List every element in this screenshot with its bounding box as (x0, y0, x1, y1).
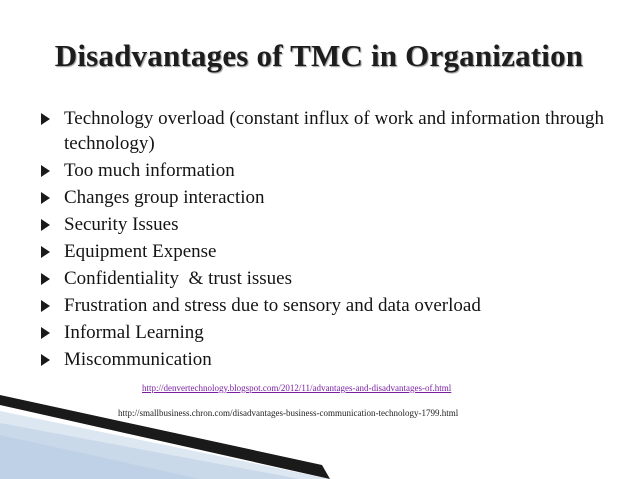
bullet-text: Security Issues (64, 214, 179, 235)
decorative-swoosh (0, 395, 330, 479)
bullet-text: Miscommunication (64, 349, 212, 370)
bullet-item (40, 239, 630, 264)
triangle-right-icon (41, 354, 50, 366)
bullet-item (40, 185, 630, 210)
bullet-text: Equipment Expense (64, 241, 217, 262)
triangle-right-icon (41, 192, 50, 204)
bullet-item (40, 212, 630, 237)
bullet-item (40, 293, 630, 318)
bullet-text: Changes group interaction (64, 187, 265, 208)
bullet-text: Too much information (64, 160, 235, 181)
bullet-text: Frustration and stress due to sensory and data overload (64, 295, 481, 316)
bullet-item (40, 320, 630, 345)
triangle-right-icon (41, 113, 50, 125)
triangle-right-icon (41, 327, 50, 339)
bullet-item (40, 347, 630, 372)
bullet-item (40, 106, 630, 156)
triangle-right-icon (41, 273, 50, 285)
triangle-right-icon (41, 165, 50, 177)
bullet-list (40, 106, 630, 374)
bullet-text: Technology overload (constant influx of work and information through technology) (64, 108, 605, 154)
triangle-right-icon (41, 219, 50, 231)
bullet-item (40, 158, 630, 183)
bullet-text: Confidentiality & trust issues (64, 268, 292, 289)
bullet-item (40, 266, 630, 291)
bullet-text: Informal Learning (64, 322, 204, 343)
slide-title: Disadvantages of TMC in Organization (54, 38, 584, 73)
reference-text: http://smallbusiness.chron.com/disadvantages-business-communication-technology-1799.html (118, 408, 459, 418)
triangle-right-icon (41, 300, 50, 312)
reference-link[interactable]: http://denvertechnology.blogspot.com/2012/11/advantages-and-disadvantages-of.html (142, 383, 452, 393)
triangle-right-icon (41, 246, 50, 258)
